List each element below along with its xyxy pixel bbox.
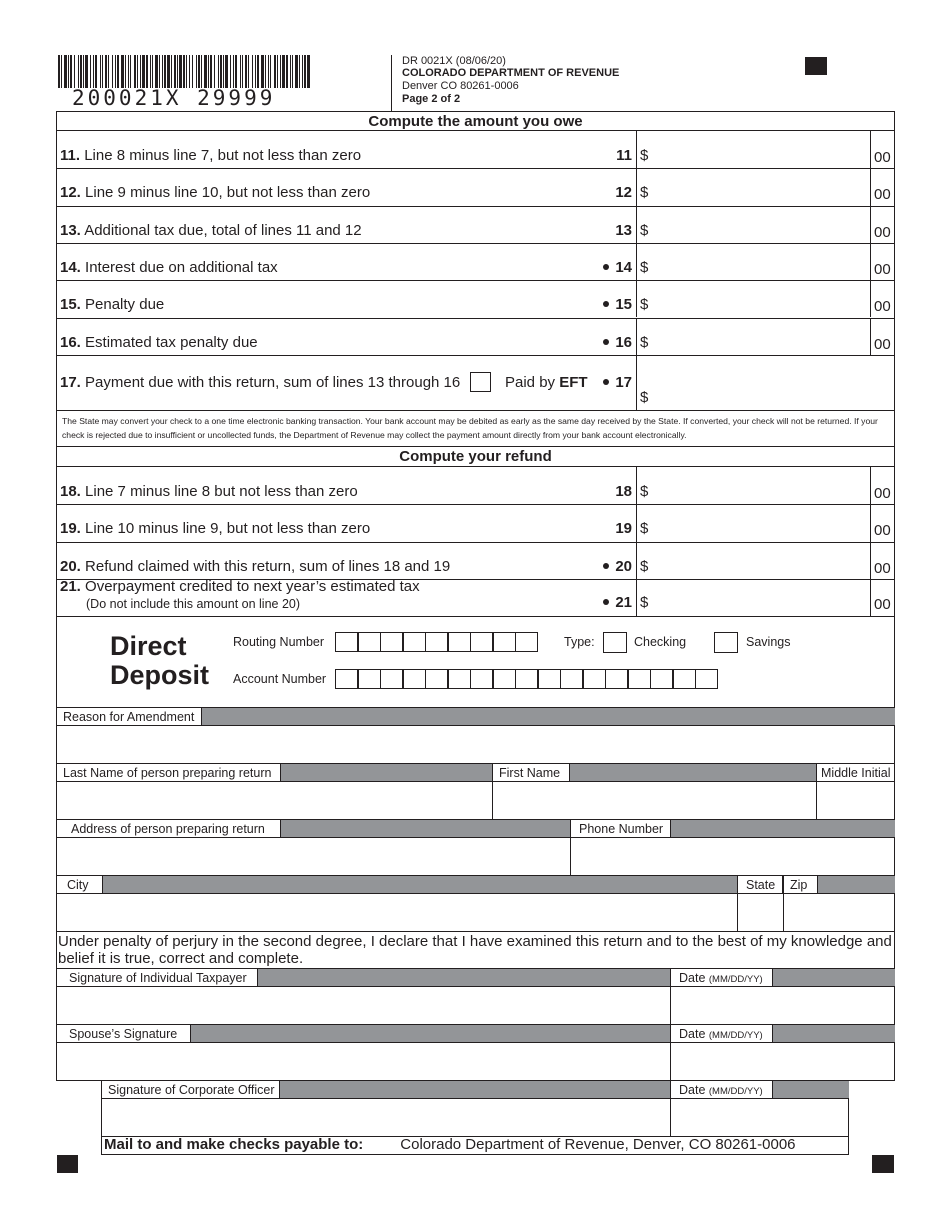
- line-15-number: 15: [603, 296, 632, 313]
- state-label: State: [737, 875, 783, 894]
- account-digit-cell[interactable]: [560, 669, 583, 689]
- line-21-amount-input[interactable]: [637, 579, 869, 615]
- taxpayer-signature-input[interactable]: [57, 988, 669, 1024]
- barcode-bar: [177, 55, 178, 88]
- header-divider: [391, 55, 392, 111]
- department-address: Denver CO 80261-0006: [402, 80, 519, 92]
- barcode-bar: [137, 55, 138, 88]
- barcode-bar: [189, 55, 190, 88]
- corporate-date-input[interactable]: [671, 1100, 848, 1135]
- barcode-bar: [302, 55, 303, 88]
- barcode-bar: [270, 55, 271, 88]
- mail-instructions: Mail to and make checks payable to: Colorado Department of Revenue, Denver, CO 80261-0006: [104, 1136, 796, 1153]
- barcode-bar: [162, 55, 163, 88]
- divider: [56, 446, 895, 447]
- barcode-bar: [70, 55, 72, 88]
- form-id: DR 0021X (08/06/20): [402, 55, 506, 67]
- refund-section-title: Compute your refund: [399, 448, 552, 465]
- line-13-amount-input[interactable]: [637, 207, 869, 243]
- line-14-dollar: $: [640, 258, 649, 276]
- middle-initial-input[interactable]: [817, 783, 894, 818]
- divider: [56, 466, 895, 467]
- zip-label: Zip: [783, 875, 818, 894]
- barcode-bar: [286, 55, 288, 88]
- line-18-amount-input[interactable]: [637, 468, 869, 504]
- address-input[interactable]: [57, 839, 569, 874]
- corporate-signature-input[interactable]: [102, 1100, 669, 1135]
- line-18-dollar: $: [640, 483, 649, 500]
- routing-digit-cell[interactable]: [493, 632, 516, 652]
- account-digit-cell[interactable]: [538, 669, 561, 689]
- spouse-signature-input[interactable]: [57, 1044, 669, 1079]
- owe-section-title: Compute the amount you owe: [368, 113, 583, 130]
- routing-digit-cell[interactable]: [403, 632, 426, 652]
- line-20-dollar: $: [640, 557, 649, 575]
- line-20-label: 20. Refund claimed with this return, sum of lines 18 and 19: [60, 557, 451, 575]
- barcode-bar: [307, 55, 310, 88]
- first-name-label: First Name: [492, 763, 570, 782]
- barcode-bar: [192, 55, 193, 88]
- department-name: COLORADO DEPARTMENT OF REVENUE: [402, 67, 620, 79]
- city-input[interactable]: [57, 895, 736, 930]
- city-label: City: [56, 875, 103, 894]
- column-divider: [870, 542, 871, 579]
- barcode-bar: [83, 55, 84, 88]
- barcode-bar: [204, 55, 207, 88]
- barcode-bar: [233, 55, 234, 88]
- barcode-bar: [58, 55, 60, 88]
- barcode-bar: [174, 55, 176, 88]
- frame-bottom-left: [56, 1080, 102, 1081]
- barcode-bar: [235, 55, 237, 88]
- line-19-dollar: $: [640, 520, 649, 538]
- line-17-label: 17. Payment due with this return, sum of lines 13 through 16: [60, 374, 461, 391]
- barcode-bar: [117, 55, 119, 88]
- line-11-number: 11: [616, 147, 632, 164]
- barcode-bar: [130, 55, 131, 88]
- routing-digit-cell[interactable]: [380, 632, 403, 652]
- barcode-bar: [171, 55, 172, 88]
- registration-mark: [805, 57, 827, 75]
- barcode-bar: [68, 55, 69, 88]
- barcode-bar: [198, 55, 200, 88]
- line-13-dollar: $: [640, 221, 649, 239]
- direct-deposit-title: Direct Deposit: [110, 631, 210, 690]
- column-divider: [870, 243, 871, 280]
- account-digit-cell[interactable]: [628, 669, 651, 689]
- line-11-cents: 00: [874, 149, 891, 166]
- barcode-bar: [201, 55, 202, 88]
- barcode-bar: [223, 55, 224, 88]
- address-label: Address of person preparing return: [56, 819, 281, 838]
- barcode-bar: [64, 55, 67, 88]
- line-20-cents: 00: [874, 559, 891, 577]
- account-digit-cell[interactable]: [448, 669, 471, 689]
- line-11-amount-input[interactable]: [637, 132, 869, 168]
- routing-number-label: Routing Number: [233, 635, 325, 649]
- page-number: Page 2 of 2: [402, 93, 461, 105]
- required-bullet: [603, 563, 609, 569]
- barcode-bar: [167, 55, 170, 88]
- barcode-bar: [128, 55, 129, 88]
- last-name-label: Last Name of person preparing return: [56, 763, 281, 782]
- registration-mark: [57, 1155, 78, 1173]
- barcode-bar: [230, 55, 231, 88]
- line-13-cents: 00: [874, 223, 891, 241]
- barcode-bar: [78, 55, 79, 88]
- line-16-dollar: $: [640, 333, 649, 351]
- barcode-bar: [220, 55, 222, 88]
- spouse-date-input[interactable]: [671, 1044, 894, 1079]
- account-digit-cell[interactable]: [380, 669, 403, 689]
- account-digit-cell[interactable]: [515, 669, 538, 689]
- taxpayer-date-label: Date (MM/DD/YY): [670, 968, 773, 987]
- account-number-label: Account Number: [233, 672, 327, 686]
- line-20-amount-input[interactable]: [637, 543, 869, 579]
- barcode-bar: [164, 55, 166, 88]
- routing-digit-cell[interactable]: [425, 632, 448, 652]
- barcode-bar: [268, 55, 269, 88]
- registration-mark: [872, 1155, 894, 1173]
- column-divider: [870, 467, 871, 504]
- line-16-number: 16: [603, 334, 632, 351]
- account-digit-cell[interactable]: [650, 669, 673, 689]
- divider: [56, 931, 895, 932]
- line-14-cents: 00: [874, 260, 891, 278]
- barcode-bar: [115, 55, 116, 88]
- type-label: Type:: [564, 635, 595, 649]
- barcode-bar: [74, 55, 75, 88]
- barcode-bar: [140, 55, 141, 88]
- line-19-amount-input[interactable]: [637, 505, 869, 541]
- line-12-cents: 00: [874, 186, 891, 204]
- barcode-bar: [277, 55, 278, 88]
- routing-digit-cell[interactable]: [515, 632, 538, 652]
- line-12-label: 12. Line 9 minus line 10, but not less than zero: [60, 184, 371, 202]
- line-19-label: 19. Line 10 minus line 9, but not less than zero: [60, 520, 371, 538]
- reason-label: Reason for Amendment: [56, 707, 202, 726]
- barcode-bar: [214, 55, 215, 88]
- reason-input[interactable]: [57, 727, 894, 763]
- account-digit-cell[interactable]: [470, 669, 493, 689]
- line-14-number: 14: [603, 259, 632, 276]
- column-divider: [870, 168, 871, 205]
- barcode-bar: [265, 55, 266, 88]
- column-divider: [870, 131, 871, 168]
- barcode-bar: [85, 55, 88, 88]
- column-divider: [870, 280, 871, 317]
- line-12-number: 12: [615, 184, 632, 202]
- barcode-bar: [102, 55, 103, 88]
- line-19-cents: 00: [874, 522, 891, 540]
- barcode-number: 200021X 29999: [72, 86, 276, 110]
- barcode-bar: [61, 55, 62, 88]
- barcode-bar: [280, 55, 281, 88]
- account-digit-cell[interactable]: [335, 669, 358, 689]
- taxpayer-signature-label: Signature of Individual Taxpayer: [56, 968, 258, 987]
- corporate-date-label: Date (MM/DD/YY): [670, 1080, 773, 1099]
- required-bullet: [603, 301, 609, 307]
- line-21-dollar: $: [640, 594, 649, 611]
- line-19-number: 19: [615, 520, 632, 538]
- account-digit-cell[interactable]: [425, 669, 448, 689]
- spouse-signature-label: Spouse’s Signature: [56, 1024, 191, 1043]
- column-divider: [870, 504, 871, 541]
- line-16-label: 16. Estimated tax penalty due: [60, 333, 258, 351]
- barcode-bar: [257, 55, 259, 88]
- line-13-label: 13. Additional tax due, total of lines 11 and 12: [60, 221, 362, 239]
- required-bullet: [603, 264, 609, 270]
- barcode-bar: [134, 55, 136, 88]
- account-digit-cell[interactable]: [695, 669, 718, 689]
- line-15-label: 15. Penalty due: [60, 296, 165, 314]
- line-21-number: 21: [603, 594, 632, 611]
- barcode-bar: [225, 55, 228, 88]
- barcode-bar: [95, 55, 97, 88]
- barcode-bar: [210, 55, 212, 88]
- barcode-bar: [218, 55, 219, 88]
- line-12-dollar: $: [640, 184, 649, 202]
- barcode-bar: [152, 55, 153, 88]
- routing-digit-cell[interactable]: [448, 632, 471, 652]
- zip-input[interactable]: [784, 895, 894, 930]
- routing-digit-cell[interactable]: [470, 632, 493, 652]
- barcode-bar: [125, 55, 126, 88]
- barcode-bar: [179, 55, 182, 88]
- barcode-bar: [108, 55, 109, 88]
- line-21-label: 21. Overpayment credited to next year’s estimated tax: [60, 578, 420, 595]
- eft-checkbox[interactable]: [470, 372, 491, 392]
- barcode-bar: [90, 55, 91, 88]
- line-21-divider: [870, 578, 871, 616]
- line-21-cents: 00: [874, 596, 891, 613]
- barcode-bar: [255, 55, 256, 88]
- account-digit-cell[interactable]: [583, 669, 606, 689]
- barcode-bar: [282, 55, 285, 88]
- line-17-dollar: $: [640, 389, 649, 406]
- savings-checkbox[interactable]: [714, 632, 738, 653]
- barcode-bar: [186, 55, 187, 88]
- column-divider: [870, 318, 871, 355]
- routing-digit-cell[interactable]: [358, 632, 381, 652]
- taxpayer-date-input[interactable]: [671, 988, 894, 1024]
- barcode-bar: [208, 55, 209, 88]
- account-digit-cell[interactable]: [358, 669, 381, 689]
- barcode-bar: [146, 55, 148, 88]
- barcode-bar: [100, 55, 101, 88]
- barcode-bar: [295, 55, 298, 88]
- barcode-bar: [121, 55, 124, 88]
- column-divider: [870, 206, 871, 243]
- first-name-input[interactable]: [493, 783, 815, 818]
- account-digit-cell[interactable]: [673, 669, 696, 689]
- divider: [56, 616, 895, 617]
- line-16-cents: 00: [874, 335, 891, 353]
- line-18-label: 18. Line 7 minus line 8 but not less than zero: [60, 483, 358, 500]
- checking-label: Checking: [634, 635, 687, 649]
- perjury-declaration: Under penalty of perjury in the second degree, I declare that I have examined this return and to the best of my knowledge and belief it is true, correct and complete.: [58, 933, 892, 967]
- line-14-amount-input[interactable]: [637, 244, 869, 280]
- barcode-bar: [292, 55, 293, 88]
- line-17-amount-input[interactable]: [637, 356, 894, 410]
- corporate-signature-label: Signature of Corporate Officer: [101, 1080, 280, 1099]
- routing-digit-cell[interactable]: [335, 632, 358, 652]
- barcode-bar: [159, 55, 160, 88]
- spouse-date-label: Date (MM/DD/YY): [670, 1024, 773, 1043]
- ebanking-note: The State may convert your check to a one time electronic banking transaction. Your bank account may be debited as early as the same day received by the State. If converted, your check will not be returned. If your check is rejected due to insufficient or uncollected funds, the Department of Revenue may collect the payment amount directly from your bank account electronically.: [62, 416, 878, 440]
- divider: [56, 130, 895, 131]
- barcode-bar: [248, 55, 249, 88]
- barcode-bar: [274, 55, 276, 88]
- line-15-dollar: $: [640, 296, 649, 314]
- barcode-bar: [245, 55, 247, 88]
- barcode-bar: [142, 55, 145, 88]
- line-17-number: 17: [603, 374, 632, 391]
- barcode-bar: [155, 55, 158, 88]
- barcode-bar: [299, 55, 300, 88]
- barcode-bar: [196, 55, 197, 88]
- savings-label: Savings: [746, 635, 791, 649]
- account-digit-cell[interactable]: [403, 669, 426, 689]
- barcode-bar: [261, 55, 264, 88]
- barcode-image: [58, 55, 310, 88]
- line-21-subtext: (Do not include this amount on line 20): [86, 597, 301, 611]
- middle-initial-label: Middle Initial: [816, 763, 895, 782]
- barcode-bar: [240, 55, 241, 88]
- divider: [56, 410, 895, 411]
- frame-bottom-right: [848, 1080, 895, 1081]
- paid-by-eft: Paid by EFT: [505, 374, 588, 391]
- phone-input[interactable]: [571, 839, 894, 874]
- barcode-bar: [252, 55, 253, 88]
- barcode-bar: [80, 55, 82, 88]
- line-11-label: 11. Line 8 minus line 7, but not less than zero: [60, 147, 362, 164]
- barcode-bar: [93, 55, 94, 88]
- line-16-amount-input[interactable]: [637, 319, 869, 355]
- line-11-dollar: $: [640, 147, 649, 164]
- state-input[interactable]: [738, 895, 782, 930]
- barcode-bar: [183, 55, 185, 88]
- line-18-cents: 00: [874, 485, 891, 502]
- barcode-bar: [304, 55, 306, 88]
- required-bullet: [603, 339, 609, 345]
- last-name-input[interactable]: [57, 783, 491, 818]
- line-14-label: 14. Interest due on additional tax: [60, 258, 278, 276]
- phone-label: Phone Number: [570, 819, 671, 838]
- line-13-number: 13: [615, 221, 632, 239]
- line-20-number: 20: [603, 558, 632, 575]
- barcode-bar: [105, 55, 107, 88]
- line-18-number: 18: [615, 483, 632, 500]
- line-15-amount-input[interactable]: [637, 281, 869, 317]
- barcode-bar: [290, 55, 291, 88]
- line-15-cents: 00: [874, 298, 891, 316]
- line-12-amount-input[interactable]: [637, 169, 869, 205]
- barcode-bar: [150, 55, 151, 88]
- account-digit-cell[interactable]: [605, 669, 628, 689]
- barcode-bar: [112, 55, 113, 88]
- barcode-bar: [242, 55, 243, 88]
- account-digit-cell[interactable]: [493, 669, 516, 689]
- checking-checkbox[interactable]: [603, 632, 627, 653]
